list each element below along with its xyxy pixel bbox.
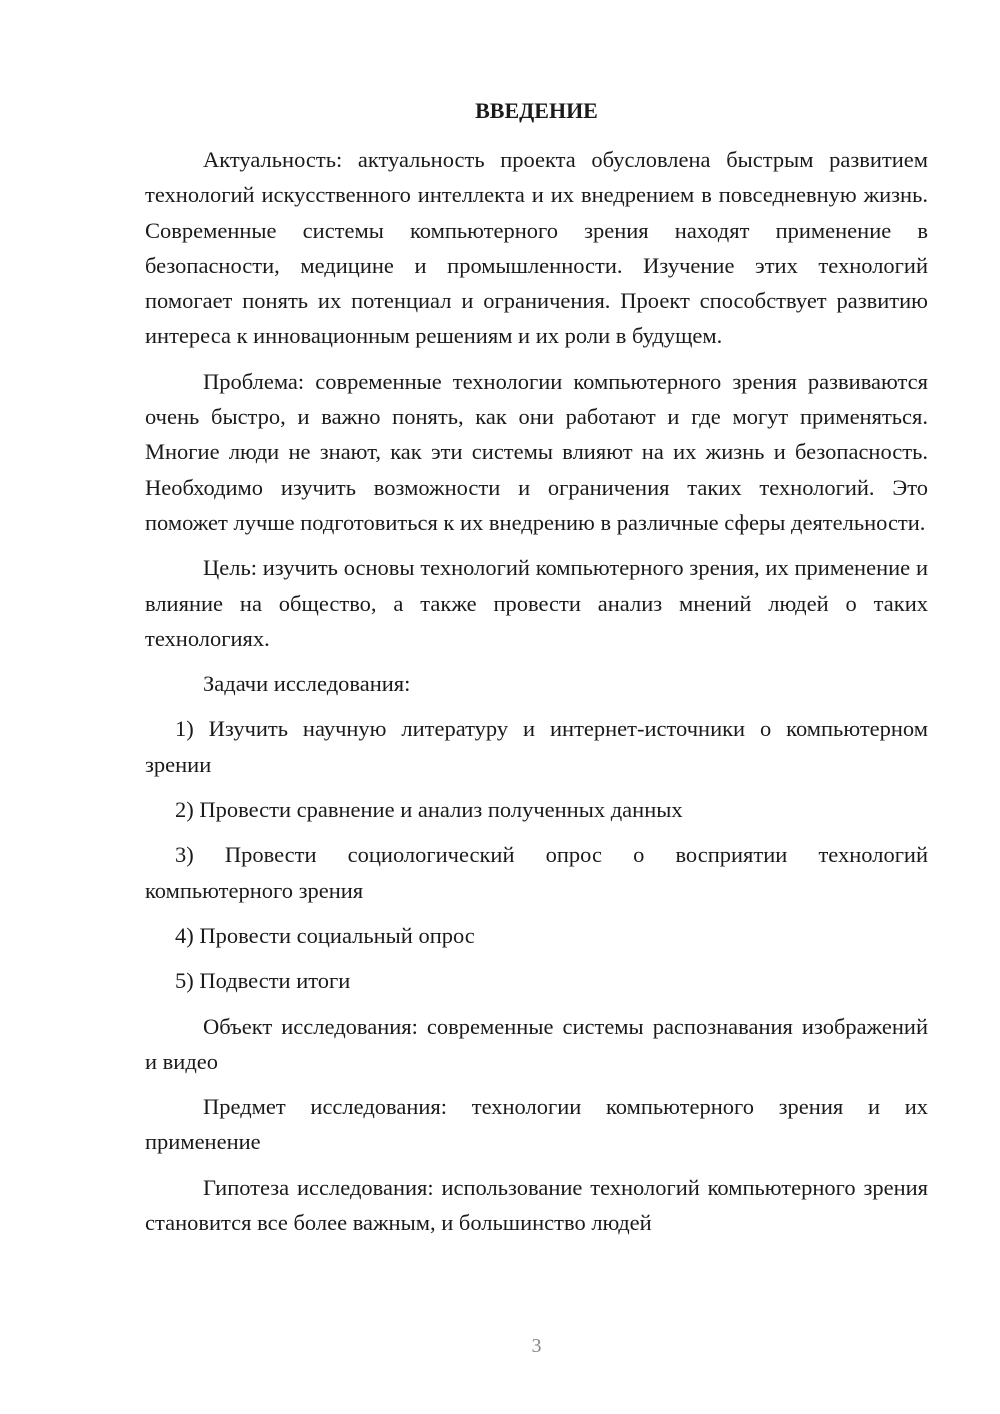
task-item-4: 4) Провести социальный опрос [175,922,475,948]
page-number: 3 [531,1335,542,1357]
relevance-paragraph: Актуальность: актуальность проекта обусловлена быстрым развитием технологий искусственного интеллекта и их внедрением в повседневную жизнь. Современные системы компьютерного зрения находят применение в безопасности, медицине и промышленности. Изучение этих технологий помогает понять их потенциал и ограничения. Проект способствует развитию интереса к инновационным решениям и их роли в будущем. [145,147,928,349]
task-item-3: 3) Провести социологический опрос о восприятии технологий компьютерного зрения [145,842,928,903]
tasks-heading: Задачи исследования: [203,671,411,697]
document-page [145,0,928,1414]
problem-paragraph: Проблема: современные технологии компьютерного зрения развиваются очень быстро, и важно понять, как они работают и где могут применяться. Многие люди не знают, как эти системы влияют на их жизнь и безопасность. Необходимо изучить возможности и ограничения таких технологий. Это поможет лучше подготовиться к их внедрению в различные сферы деятельности. [145,368,928,535]
section-title: ВВЕДЕНИЕ [475,98,598,123]
goal-paragraph: Цель: изучить основы технологий компьютерного зрения, их применение и влияние на общество, а также провести анализ мнений людей о таких технологиях. [145,555,928,651]
body-text [145,142,928,1240]
hypothesis-paragraph: Гипотеза исследования: использование технологий компьютерного зрения становится все более важным, и большинство людей [145,1174,928,1236]
task-item-1: 1) Изучить научную литературу и интернет-источники о компьютерном зрении [145,716,928,777]
task-item-2: 2) Провести сравнение и анализ полученных данных [175,797,683,823]
research-object-paragraph: Объект исследования: современные системы распознавания изображений и видео [145,1013,928,1074]
task-item-5: 5) Подвести итоги [175,968,351,994]
research-subject-paragraph: Предмет исследования: технологии компьютерного зрения и их применение [145,1094,928,1155]
